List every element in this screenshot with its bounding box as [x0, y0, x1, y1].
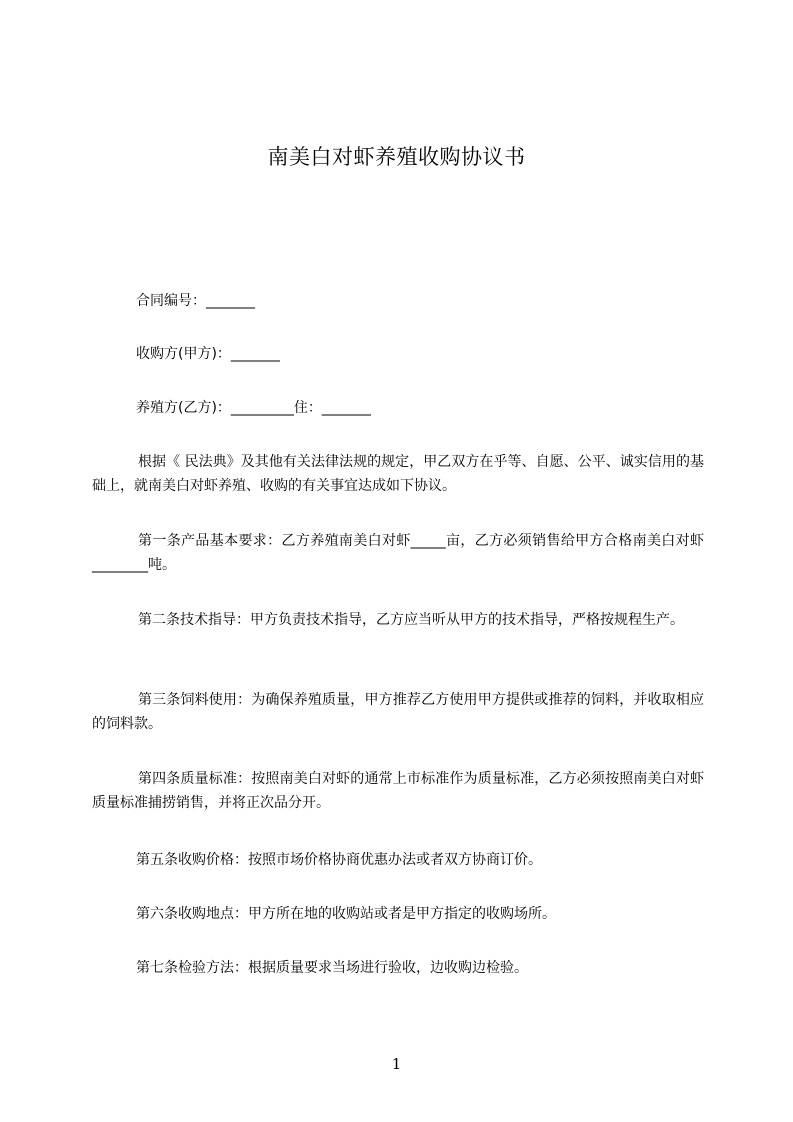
contract-number-field: 合同编号：_______	[136, 293, 255, 309]
page-number: 1	[391, 1055, 402, 1073]
clause-6-line: 第六条收购地点：甲方所在地的收购站或者是甲方指定的收购场所。	[136, 906, 556, 922]
buyer-field: 收购方(甲方)：_______	[136, 346, 280, 362]
clause-1-paragraph: 第一条产品基本要求：乙方养殖南美白对虾_____亩，乙方必须销售给甲方合格南美白对虾________吨。	[92, 533, 704, 573]
farmer-field: 养殖方(乙方)：_________住：_______	[136, 400, 371, 416]
preamble-paragraph: 根据《 民法典》及其他有关法律法规的规定，甲乙双方在乎等、自愿、公平、诚实信用的基础上，就南美白对虾养殖、收购的有关事宜达成如下协议。	[92, 454, 704, 494]
clause-4-paragraph: 第四条质量标准：按照南美白对虾的通常上市标准作为质量标准，乙方必须按照南美白对虾质量标准捕捞销售，并将正次品分开。	[92, 771, 704, 811]
document-title: 南美白对虾养殖收购协议书	[267, 145, 526, 169]
clause-3-paragraph: 第三条饲料使用：为确保养殖质量，甲方推荐乙方使用甲方提供或推荐的饲料，并收取相应的饲料款。	[92, 692, 704, 732]
clause-2-paragraph: 第二条技术指导：甲方负责技术指导，乙方应当听从甲方的技术指导，严格按规程生产。	[138, 612, 684, 628]
clause-5-line: 第五条收购价格：按照市场价格协商优惠办法或者双方协商订价。	[136, 852, 542, 868]
clause-7-line: 第七条检验方法：根据质量要求当场进行验收，边收购边检验。	[136, 960, 528, 976]
